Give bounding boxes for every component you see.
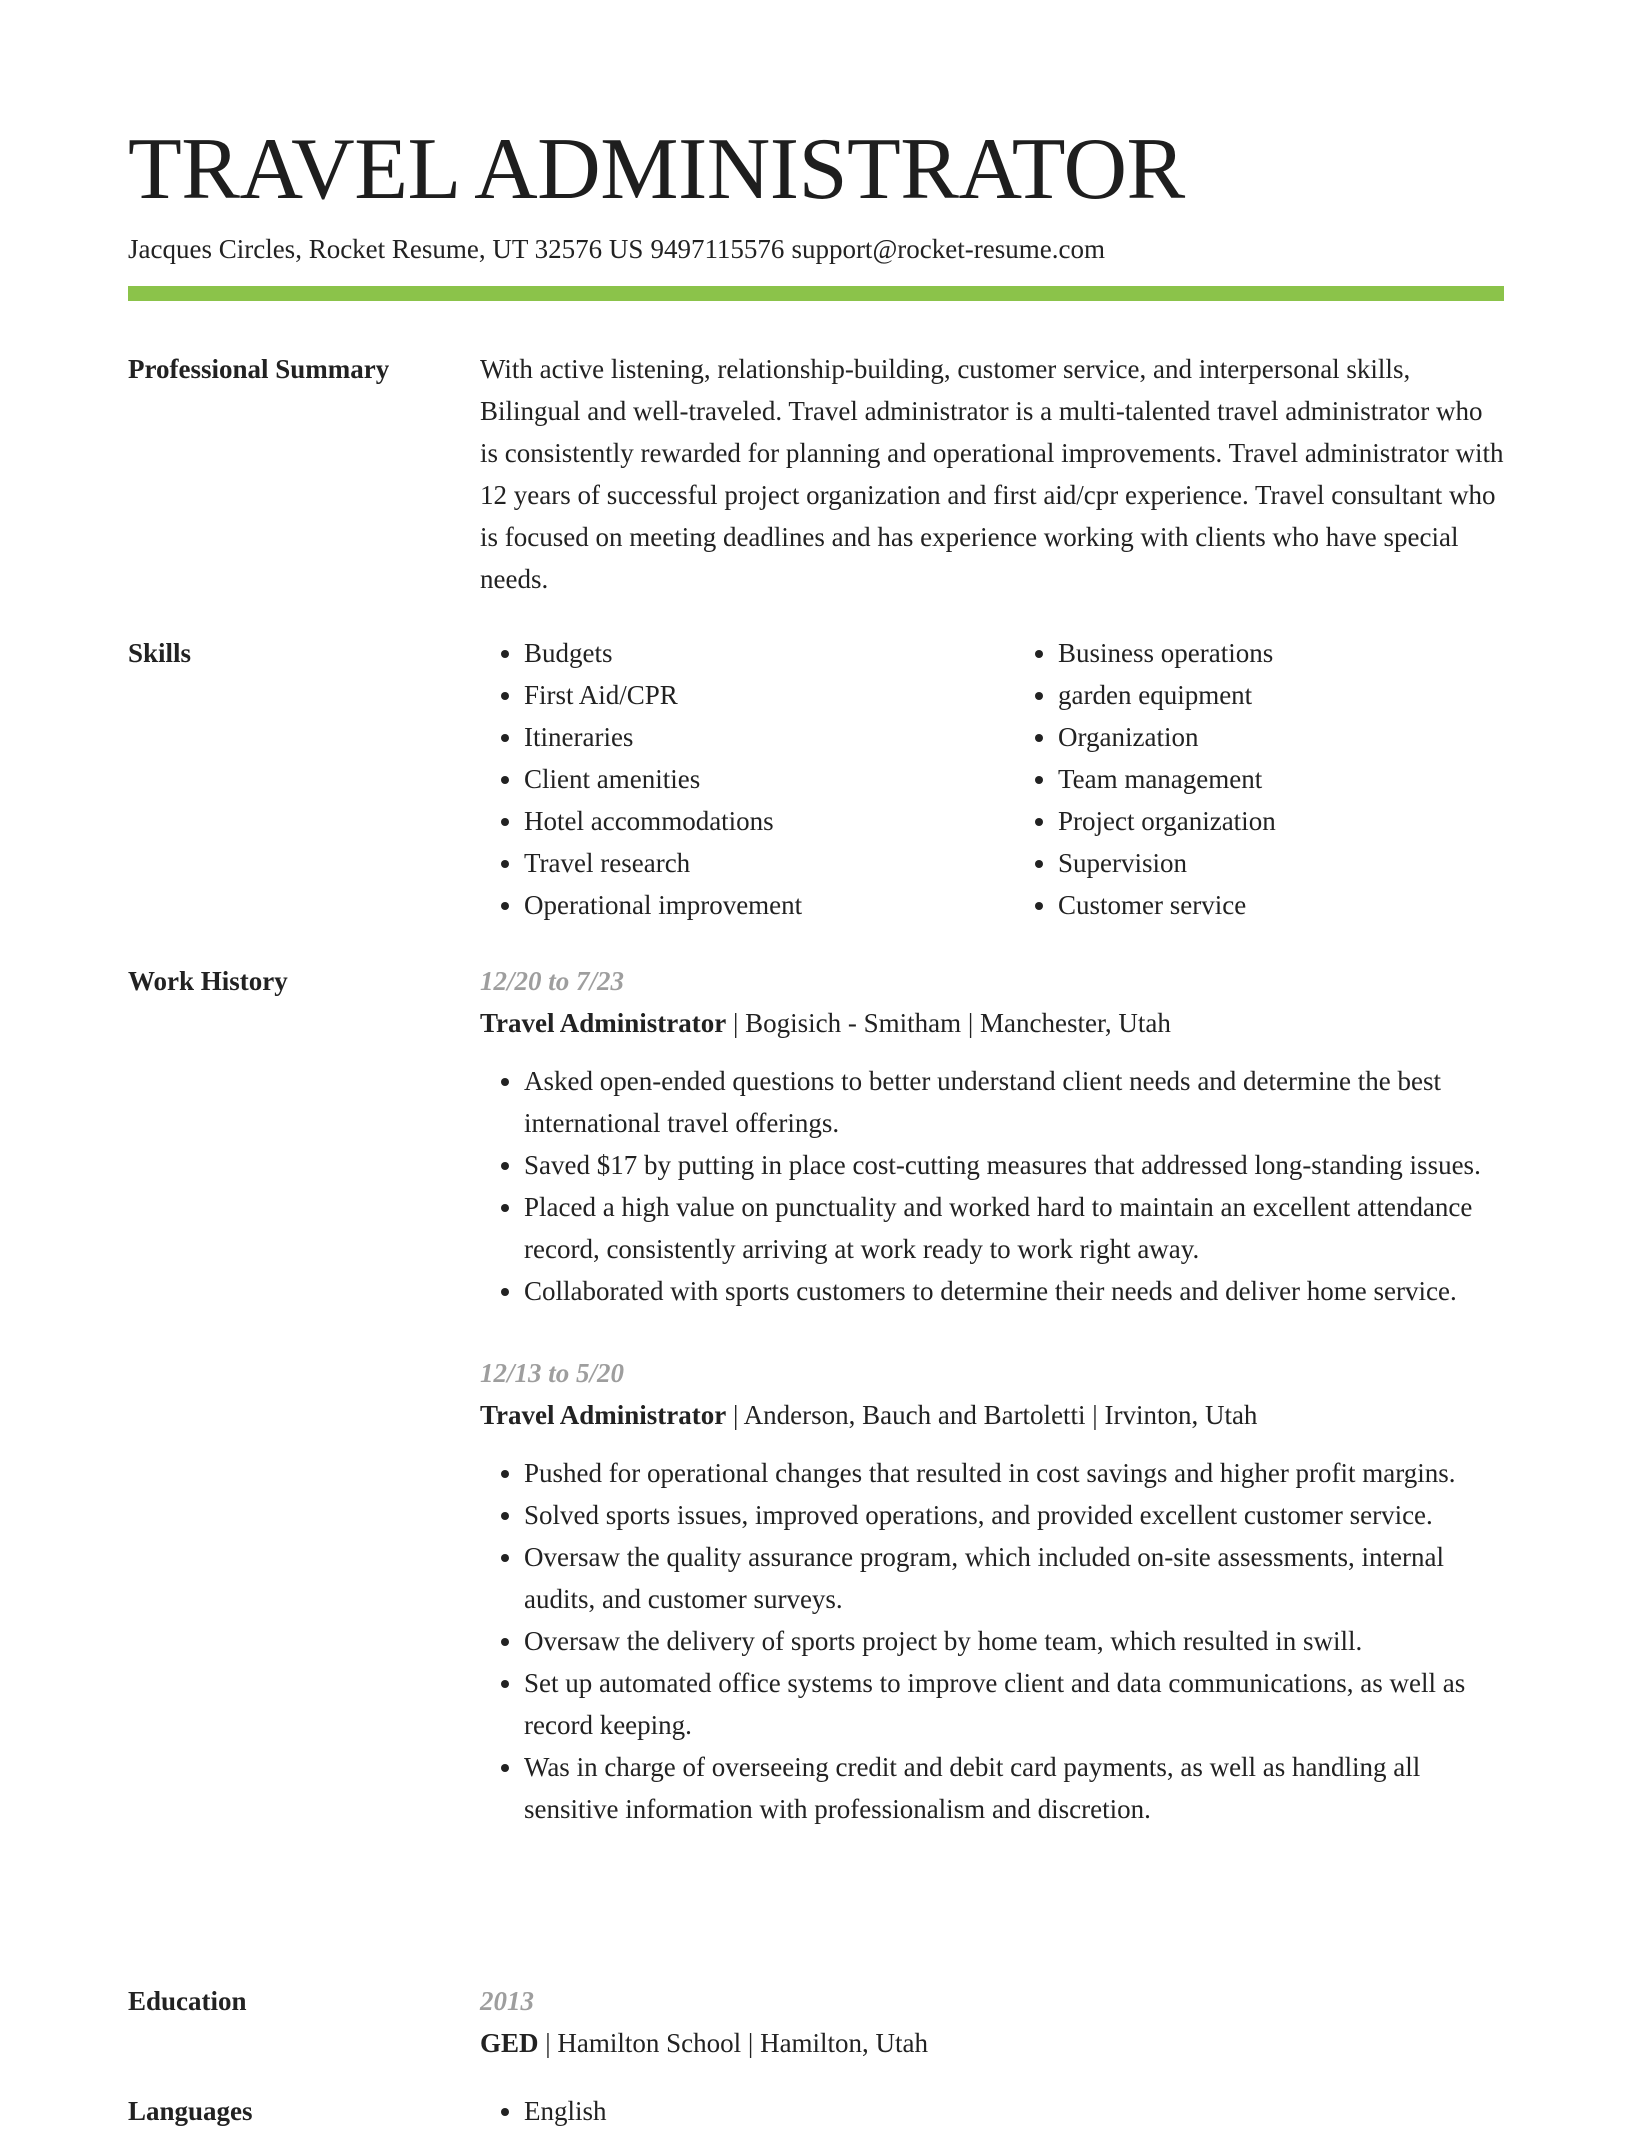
job-entry bbox=[480, 960, 1504, 1312]
skill-item: • Project organization bbox=[1058, 800, 1504, 842]
job-bullet: • Collaborated with sports customers to determine their needs and deliver home service. bbox=[524, 1270, 1504, 1312]
job-bullet: • Asked open-ended questions to better understand client needs and determine the best international travel offerings. bbox=[524, 1060, 1504, 1144]
skill-item: • Customer service bbox=[1058, 884, 1504, 926]
job-bullets bbox=[480, 1452, 1504, 1830]
job-title: Travel Administrator bbox=[480, 1400, 727, 1430]
job-bullets bbox=[480, 1060, 1504, 1312]
language-item: • English bbox=[524, 2090, 1504, 2132]
skill-item: • Hotel accommodations bbox=[524, 800, 970, 842]
section-label-skills: Skills bbox=[128, 638, 192, 668]
skill-item: • Organization bbox=[1058, 716, 1504, 758]
skill-item: • Supervision bbox=[1058, 842, 1504, 884]
education-year: 2013 bbox=[480, 1986, 534, 2016]
job-bullet: • Saved $17 by putting in place cost-cutting measures that addressed long-standing issues. bbox=[524, 1144, 1504, 1186]
job-entry bbox=[480, 1352, 1504, 1830]
contact-line bbox=[128, 230, 1105, 268]
header-divider bbox=[128, 286, 1504, 301]
job-bullet: • Solved sports issues, improved operations, and provided excellent customer service. bbox=[524, 1494, 1504, 1536]
contact-phone: 9497115576 bbox=[650, 234, 785, 264]
education-degree: GED bbox=[480, 2028, 539, 2058]
job-heading bbox=[480, 1394, 1504, 1436]
job-dates: 12/20 to 7/23 bbox=[480, 966, 625, 996]
skill-item: • Client amenities bbox=[524, 758, 970, 800]
job-heading bbox=[480, 1002, 1504, 1044]
contact-address: Jacques Circles, Rocket Resume, UT 32576 US bbox=[128, 234, 644, 264]
skill-item: • Operational improvement bbox=[524, 884, 970, 926]
skill-item: • First Aid/CPR bbox=[524, 674, 970, 716]
contact-email: support@rocket-resume.com bbox=[791, 234, 1105, 264]
skill-item: • garden equipment bbox=[1058, 674, 1504, 716]
summary-text: With active listening, relationship-building, customer service, and interpersonal skills, Bilingual and well-traveled. Travel administrator is a multi-talented travel administrator who is consistently rewarded for planning and operational improvements. Travel administrator with 12 years of successful project organization and first aid/cpr experience. Travel consultant who is focused on meeting deadlines and has experience working with clients who have special needs. bbox=[480, 354, 1504, 594]
job-bullet: • Set up automated office systems to improve client and data communications, as well as record keeping. bbox=[524, 1662, 1504, 1746]
skill-item: • Itineraries bbox=[524, 716, 970, 758]
section-label-education: Education bbox=[128, 1986, 247, 2016]
job-bullet: • Placed a high value on punctuality and worked hard to maintain an excellent attendance record, consistently arriving at work ready to work right away. bbox=[524, 1186, 1504, 1270]
languages-list bbox=[480, 2090, 1504, 2132]
resume-name: TRAVEL ADMINISTRATOR bbox=[128, 121, 1185, 218]
section-label-summary: Professional Summary bbox=[128, 354, 390, 384]
education-heading bbox=[480, 2022, 1504, 2064]
job-bullet: • Was in charge of overseeing credit and debit card payments, as well as handling all sensitive information with professionalism and discretion. bbox=[524, 1746, 1504, 1830]
section-label-languages: Languages bbox=[128, 2096, 253, 2126]
job-employer-location: | Bogisich - Smitham | Manchester, Utah bbox=[726, 1008, 1171, 1038]
job-dates: 12/13 to 5/20 bbox=[480, 1358, 625, 1388]
job-bullet: • Pushed for operational changes that resulted in cost savings and higher profit margins. bbox=[524, 1452, 1504, 1494]
section-label-work-history: Work History bbox=[128, 966, 288, 996]
skill-item: • Team management bbox=[1058, 758, 1504, 800]
skill-item: • Business operations bbox=[1058, 632, 1504, 674]
skill-item: • Travel research bbox=[524, 842, 970, 884]
job-bullet: • Oversaw the quality assurance program, which included on-site assessments, internal audits, and customer surveys. bbox=[524, 1536, 1504, 1620]
skills-column-1 bbox=[480, 632, 970, 926]
job-employer-location: | Anderson, Bauch and Bartoletti | Irvinton, Utah bbox=[726, 1400, 1258, 1430]
skill-item: • Budgets bbox=[524, 632, 970, 674]
skills-column-2 bbox=[1014, 632, 1504, 926]
job-title: Travel Administrator bbox=[480, 1008, 727, 1038]
job-bullet: • Oversaw the delivery of sports project by home team, which resulted in swill. bbox=[524, 1620, 1504, 1662]
education-school-location: | Hamilton School | Hamilton, Utah bbox=[538, 2028, 929, 2058]
